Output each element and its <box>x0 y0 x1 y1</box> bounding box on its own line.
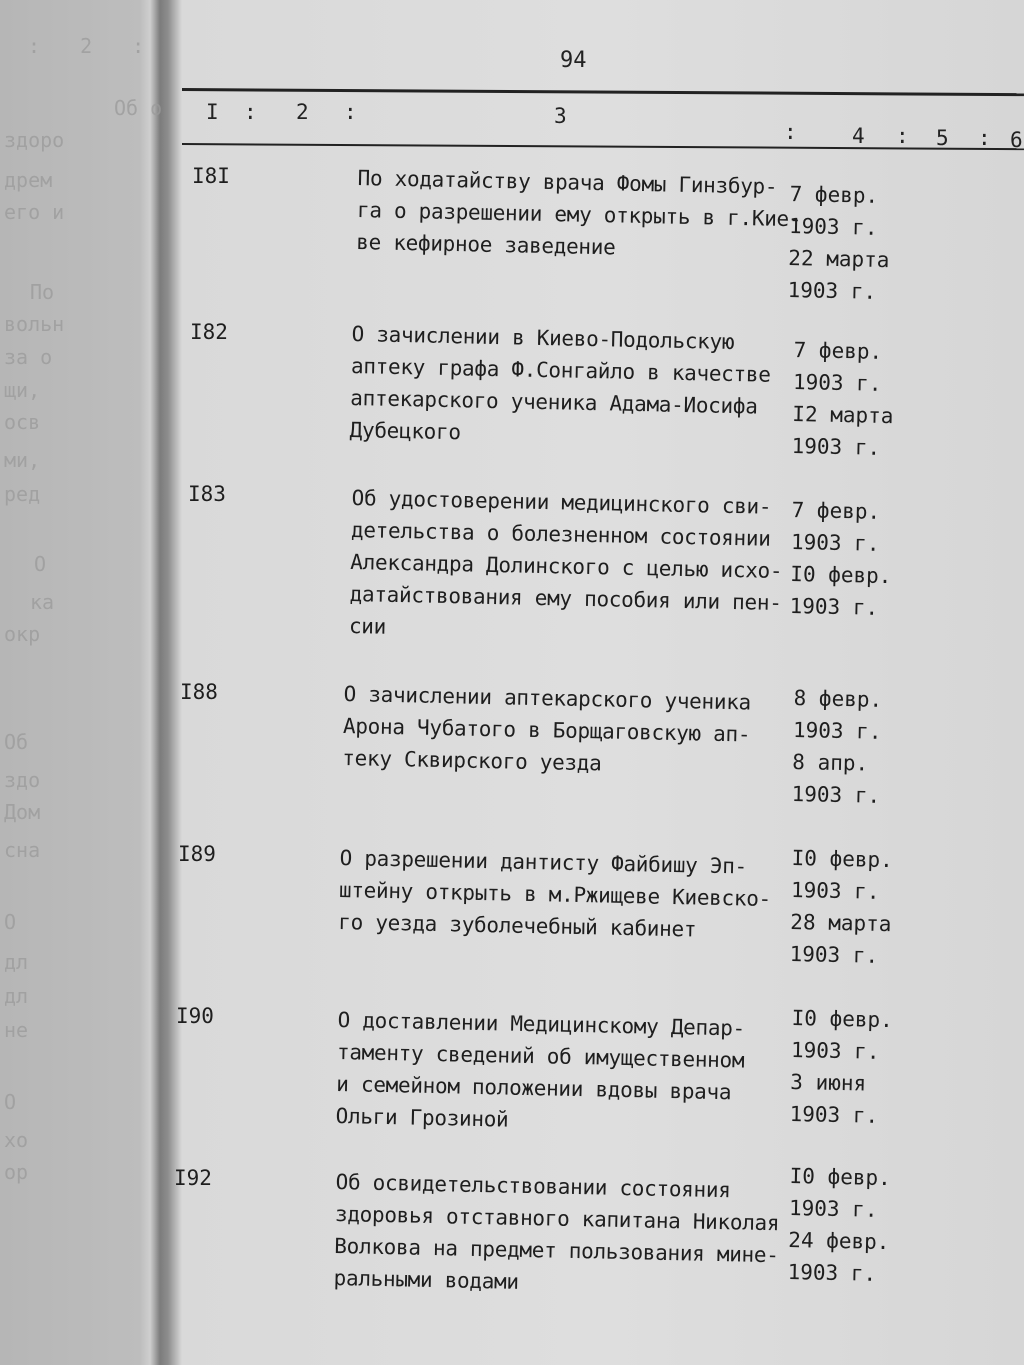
adjacent-fragment: О <box>34 552 47 576</box>
entry-dates: 7 февр. 1903 г. I2 марта 1903 г. <box>791 337 894 460</box>
entry-dates: 7 февр. 1903 г. I0 февр. 1903 г. <box>789 497 892 620</box>
adjacent-fragment: дл <box>4 950 29 974</box>
entry-dates: I0 февр. 1903 г. 24 февр. 1903 г. <box>787 1163 892 1286</box>
column-separator: : <box>784 120 797 144</box>
adjacent-fragment: здоро <box>4 128 65 152</box>
column-separator: : <box>978 126 991 150</box>
column-header-6: 6 <box>1010 128 1023 152</box>
entry-dates: I0 февр. 1903 г. 28 марта 1903 г. <box>789 845 894 968</box>
column-header-2: 2 <box>296 100 309 124</box>
entry-description: По ходатайству врача Фомы Гинзбур- га о разрешении ему открыть в г.Кие- ве кефирное заведение <box>356 165 802 260</box>
entry-number: I8I <box>192 164 230 188</box>
entry-number: I92 <box>174 1166 212 1190</box>
adjacent-fragment: не <box>4 1018 29 1042</box>
entry-description: О доставлении Медицинскому Депар- таменту сведений об имущественном и семейном положении вдовы врача Ольги Грозиной <box>335 1007 746 1132</box>
column-header-1: I <box>206 100 219 124</box>
adjacent-fragment: его и <box>4 200 65 224</box>
adjacent-fragment: дл <box>4 984 29 1008</box>
adjacent-fragment: ор <box>4 1160 29 1184</box>
entry-dates: 7 февр. 1903 г. 22 марта 1903 г. <box>787 181 890 304</box>
adjacent-fragment: О <box>4 1090 17 1114</box>
adjacent-fragment: окр <box>4 622 41 646</box>
entry-number: I88 <box>180 680 218 704</box>
column-separator: : <box>244 100 257 124</box>
entry-description: О зачислении в Киево-Подольскую аптеку графа Ф.Сонгайло в качестве аптекарского ученика Адама-Иосифа Дубецкого <box>349 321 771 445</box>
entry-description: О разрешении дантисту Файбишу Эп- штейну открыть в м.Ржищеве Киевско- го уезда зуболечебный кабинет <box>338 845 772 942</box>
column-separator: : <box>896 124 909 148</box>
adjacent-fragment: ка <box>30 590 55 614</box>
entry-number: I83 <box>188 482 226 506</box>
entry-dates: I0 февр. 1903 г. 3 июня 1903 г. <box>789 1005 894 1128</box>
entry-number: I82 <box>190 320 228 344</box>
adjacent-fragment: вольн <box>4 312 65 336</box>
adjacent-page-edge <box>0 0 163 1365</box>
column-header-5: 5 <box>936 126 949 150</box>
entry-number: I89 <box>178 842 216 866</box>
adjacent-fragment: О <box>4 910 17 934</box>
column-header-4: 4 <box>852 124 865 148</box>
adjacent-fragment: По <box>30 280 55 304</box>
adjacent-fragment: ми, <box>4 448 41 472</box>
entry-description: Об удостоверении медицинского сви- детельства о болезненном состоянии Александра Долинского с целью исхо- датайствования ему пособия или пен- сии <box>348 485 783 639</box>
adjacent-fragment: за о <box>4 345 53 369</box>
header-rule-top <box>182 88 1024 96</box>
column-header-3: 3 <box>554 104 567 128</box>
adjacent-fragment: Об <box>4 730 29 754</box>
adjacent-fragment: Дом <box>4 800 41 824</box>
adjacent-fragment: сна <box>4 838 41 862</box>
entry-description: О зачислении аптекарского ученика Арона Чубатого в Борщаговскую ап- теку Сквирского уезда <box>342 681 752 776</box>
adjacent-fragment: ред <box>4 482 41 506</box>
adjacent-fragment: щи, <box>4 378 41 402</box>
adjacent-fragment: дрем <box>4 168 53 192</box>
entry-number: I90 <box>176 1004 214 1028</box>
entry-dates: 8 февр. 1903 г. 8 апр. 1903 г. <box>791 685 883 808</box>
adjacent-fragment: здо <box>4 768 41 792</box>
adjacent-fragment: хо <box>4 1128 29 1152</box>
page-number: 94 <box>560 48 587 73</box>
adjacent-page-header: : 2 : <box>28 34 159 58</box>
entry-description: Об освидетельствовании состояния здоровья отставного капитана Николая Волкова на предмет пользования мине- ральными водами <box>333 1169 780 1294</box>
adjacent-fragment: осв <box>4 410 41 434</box>
column-separator: : <box>344 100 357 124</box>
adjacent-fragment: Об о <box>114 96 163 120</box>
